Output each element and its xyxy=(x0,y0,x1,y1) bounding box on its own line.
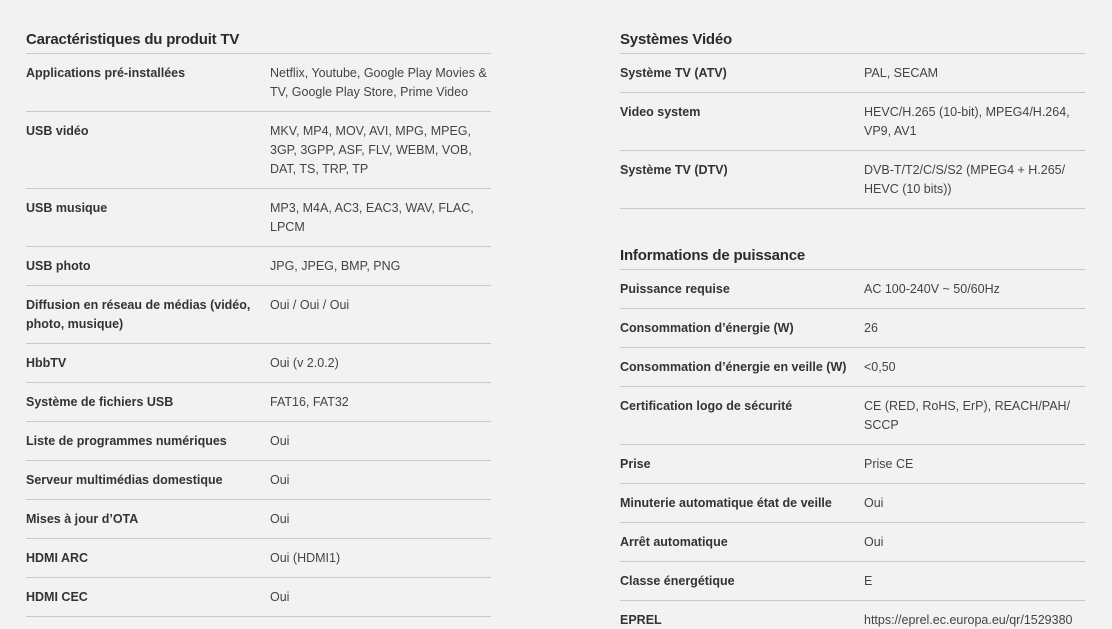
spec-value: HEVC/H.265 (10-bit), MPEG4/H.264, VP9, AV1 xyxy=(864,105,1070,138)
spec-row xyxy=(26,286,491,344)
spec-value: FAT16, FAT32 xyxy=(270,395,349,409)
spec-value: Oui (HDMI1) xyxy=(270,551,341,565)
spec-row xyxy=(620,445,1085,484)
spec-row xyxy=(620,93,1085,151)
section-title-power-info: Informations de puissance xyxy=(620,247,1085,270)
spec-label: Arrêt automatique xyxy=(620,535,728,549)
spec-value: AC 100-240V ~ 50/60Hz xyxy=(864,282,1000,296)
section-title-video-systems: Systèmes Vidéo xyxy=(620,31,1085,54)
spec-label: EPREL xyxy=(620,613,662,627)
spec-label: HbbTV xyxy=(26,356,67,370)
spec-row xyxy=(26,539,491,578)
spec-label: USB photo xyxy=(26,259,91,273)
spec-row xyxy=(620,348,1085,387)
spec-row xyxy=(26,54,491,112)
spec-row xyxy=(620,484,1085,523)
spec-value: Oui / Oui / Oui xyxy=(270,298,350,312)
spec-row xyxy=(26,500,491,539)
spec-row xyxy=(620,523,1085,562)
spec-label: HDMI ARC xyxy=(26,551,89,565)
spec-label: Consommation d’énergie en veille (W) xyxy=(620,360,847,374)
spec-value: Netflix, Youtube, Google Play Movies & TV, Google Play Store, Prime Video xyxy=(270,66,487,99)
section-title-tv-features: Caractéristiques du produit TV xyxy=(26,31,491,54)
tv-features-table xyxy=(26,54,491,617)
spec-row xyxy=(620,387,1085,445)
spec-label: Mises à jour d’OTA xyxy=(26,512,139,526)
spec-value: PAL, SECAM xyxy=(864,66,939,80)
power-info-table xyxy=(620,270,1085,629)
spec-label: HDMI CEC xyxy=(26,590,88,604)
spec-value: Oui xyxy=(270,590,290,604)
spec-value: Oui xyxy=(270,512,290,526)
spec-row xyxy=(620,54,1085,93)
spec-value: Oui (v 2.0.2) xyxy=(270,356,339,370)
spec-row xyxy=(26,344,491,383)
spec-value: <0,50 xyxy=(864,360,896,374)
spec-label: Minuterie automatique état de veille xyxy=(620,496,832,510)
spec-label: Consommation d’énergie (W) xyxy=(620,321,794,335)
spec-label: Puissance requise xyxy=(620,282,730,296)
spec-value: Oui xyxy=(864,535,884,549)
spec-value: E xyxy=(864,574,873,588)
spec-value: Prise CE xyxy=(864,457,914,471)
spec-row xyxy=(620,562,1085,601)
spec-label: USB vidéo xyxy=(26,124,89,138)
spec-value: Oui xyxy=(270,473,290,487)
spec-row xyxy=(26,112,491,189)
spec-label: Applications pré-installées xyxy=(26,66,186,80)
spec-row xyxy=(26,247,491,286)
spec-label: Classe énergétique xyxy=(620,574,735,588)
power-info-section xyxy=(620,247,1085,629)
eprel-link[interactable]: https://eprel.ec.europa.eu/qr/1529380 xyxy=(864,613,1073,627)
spec-row xyxy=(26,383,491,422)
spec-row xyxy=(620,151,1085,209)
spec-label: Video system xyxy=(620,105,701,119)
spec-label: Prise xyxy=(620,457,651,471)
spec-label: Liste de programmes numériques xyxy=(26,434,227,448)
spec-label: Certification logo de sécurité xyxy=(620,399,793,413)
spec-value: DVB-T/T2/C/S/S2 (MPEG4 + H.265/ HEVC (10 bits)) xyxy=(864,163,1066,196)
spec-row xyxy=(26,578,491,617)
spec-row xyxy=(620,309,1085,348)
spec-label: Diffusion en réseau de médias (vidéo, photo, musique) xyxy=(26,298,251,331)
video-systems-table xyxy=(620,54,1085,209)
spec-row xyxy=(26,422,491,461)
spec-value: CE (RED, RoHS, ErP), REACH/PAH/ SCCP xyxy=(864,399,1071,432)
spec-label: Système TV (ATV) xyxy=(620,66,727,80)
spec-value: Oui xyxy=(864,496,884,510)
spec-value: MKV, MP4, MOV, AVI, MPG, MPEG, 3GP, 3GPP, ASF, FLV, WEBM, VOB, DAT, TS, TRP, TP xyxy=(270,124,472,176)
spec-value: 26 xyxy=(864,321,878,335)
spec-value: JPG, JPEG, BMP, PNG xyxy=(270,259,401,273)
spec-label: Système TV (DTV) xyxy=(620,163,728,177)
spec-row xyxy=(620,270,1085,309)
video-systems-section xyxy=(620,31,1085,209)
spec-label: Serveur multimédias domestique xyxy=(26,473,223,487)
tv-features-section xyxy=(26,31,491,617)
spec-row xyxy=(26,189,491,247)
spec-label: Système de fichiers USB xyxy=(26,395,174,409)
spec-value: MP3, M4A, AC3, EAC3, WAV, FLAC, LPCM xyxy=(270,201,474,234)
spec-row xyxy=(26,461,491,500)
spec-row xyxy=(620,601,1085,629)
spec-value: Oui xyxy=(270,434,290,448)
spec-label: USB musique xyxy=(26,201,108,215)
